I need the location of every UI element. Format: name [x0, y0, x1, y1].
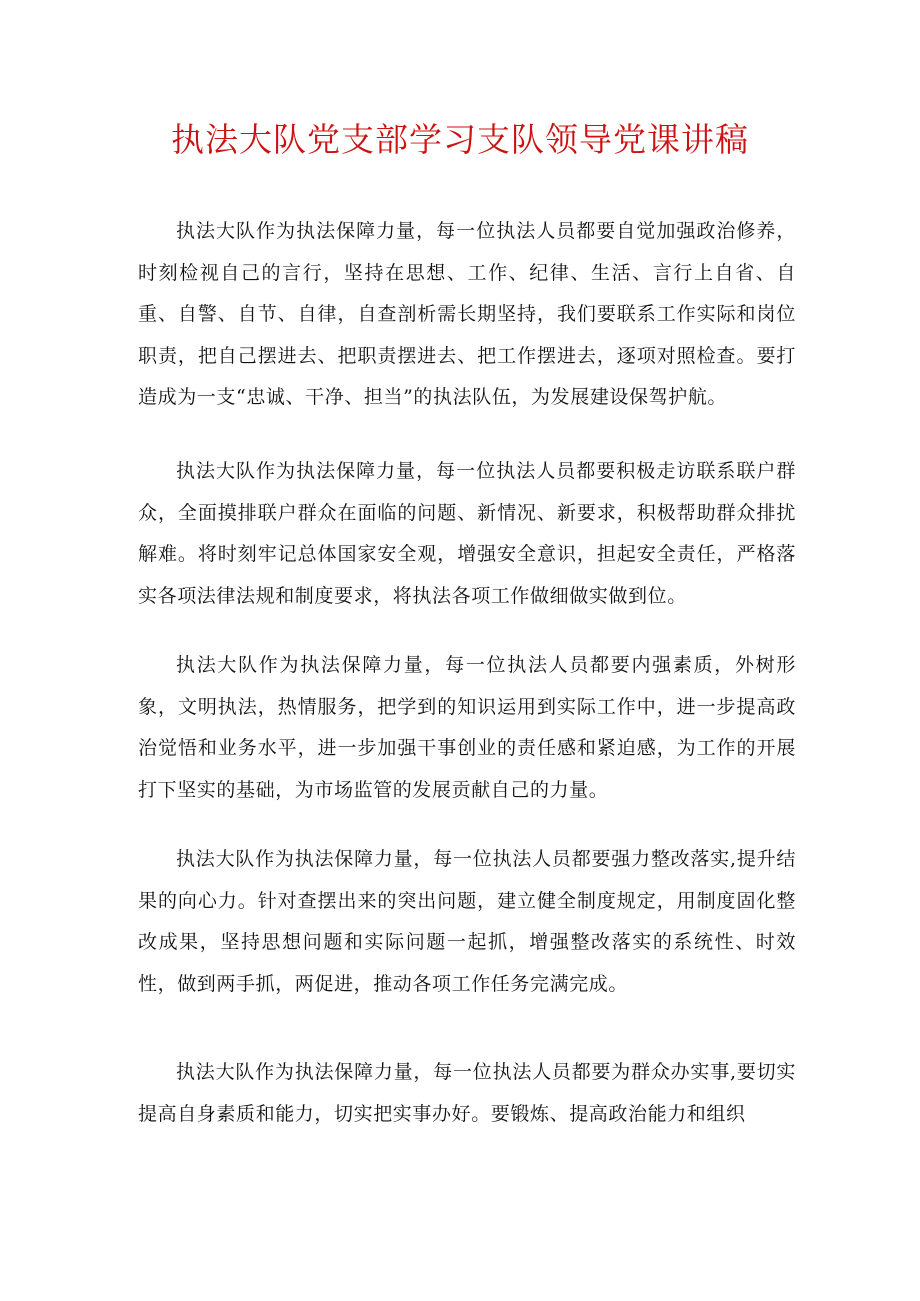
paragraph: 执法大队作为执法保障力量，每一位执法人员都要强力整改落实,提升结果的向心力。针对查摆出来的突出问题，建立健全制度规定，用制度固化整改成果，坚持思想问题和实际问题一起抓，增强整改落实的系统性、时效性，做到两手抓，两促进，推动各项工作任务完满完成。 [138, 848, 796, 995]
paragraph: 执法大队作为执法保障力量，每一位执法人员都要内强素质，外树形象，文明执法，热情服务，把学到的知识运用到实际工作中，进一步提高政治觉悟和业务水平，进一步加强干事创业的责任感和紧迫感，为工作的开展打下坚实的基础，为市场监管的发展贡献自己的力量。 [138, 654, 796, 801]
paragraph: 执法大队作为执法保障力量，每一位执法人员都要自觉加强政治修养，时刻检视自己的言行，坚持在思想、工作、纪律、生活、言行上自省、自重、自警、自节、自律，自查剖析需长期坚持，我们要联系工作实际和岗位职责，把自己摆进去、把职责摆进去、把工作摆进去，逐项对照检查。要打造成为一支“忠诚、干净、担当”的执法队伍，为发展建设保驾护航。 [138, 220, 796, 408]
paragraph: 执法大队作为执法保障力量，每一位执法人员都要积极走访联系联户群众，全面摸排联户群众在面临的问题、新情况、新要求，积极帮助群众排扰解难。将时刻牢记总体国家安全观，增强安全意识，担起安全责任，严格落实各项法律法规和制度要求，将执法各项工作做细做实做到位。 [138, 460, 796, 607]
document-title: 执法大队党支部学习支队领导党课讲稿 [171, 120, 749, 159]
paragraph: 执法大队作为执法保障力量，每一位执法人员都要为群众办实事,要切实提高自身素质和能力，切实把实事办好。要锻炼、提高政治能力和组织 [138, 1061, 796, 1125]
